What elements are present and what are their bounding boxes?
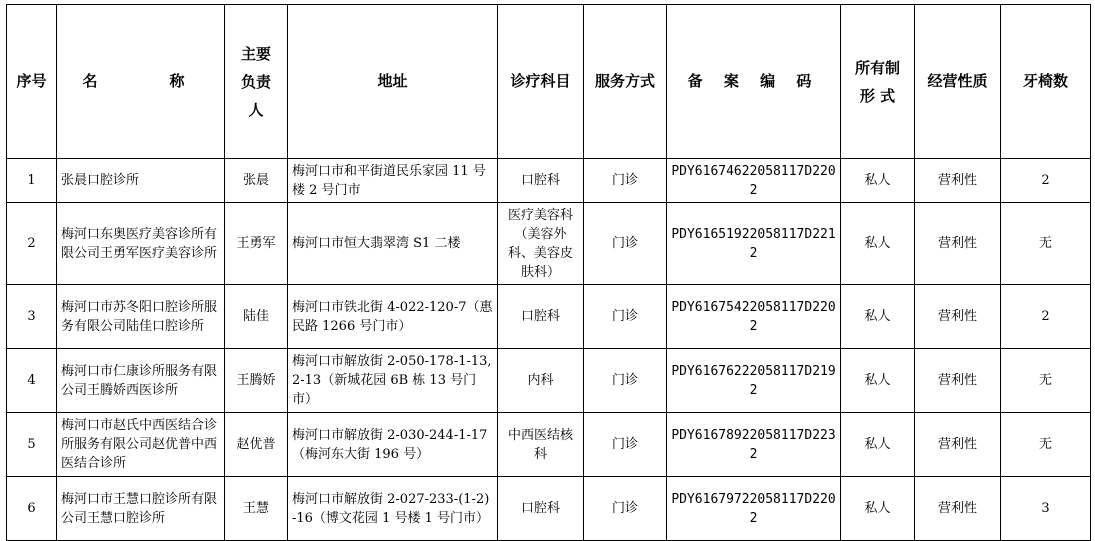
cell-service: 门诊 [584, 349, 667, 413]
cell-owner: 私人 [841, 349, 915, 413]
cell-head: 张晨 [225, 159, 288, 203]
cell-service: 门诊 [584, 203, 667, 285]
table-row [7, 203, 1091, 285]
cell-nature: 营利性 [915, 413, 1001, 477]
cell-code: PDY61651922058117D2212 [667, 203, 841, 285]
cell-owner: 私人 [841, 159, 915, 203]
cell-nature: 营利性 [915, 203, 1001, 285]
header-code [667, 5, 841, 159]
cell-address: 梅河口市解放街 2-050-178-1-13,2-13（新城花园 6B 栋 13 号门市） [288, 349, 498, 413]
cell-department: 内科 [498, 349, 584, 413]
header-head-line3: 人 [248, 100, 264, 119]
cell-service: 门诊 [584, 413, 667, 477]
header-chairs: 牙椅数 [1001, 5, 1091, 159]
cell-chairs: 无 [1001, 203, 1091, 285]
cell-service: 门诊 [584, 477, 667, 541]
header-seq: 序号 [7, 5, 57, 159]
cell-seq: 3 [7, 285, 57, 349]
cell-nature: 营利性 [915, 285, 1001, 349]
cell-chairs: 3 [1001, 477, 1091, 541]
cell-code: PDY61675422058117D2202 [667, 285, 841, 349]
cell-department: 口腔科 [498, 159, 584, 203]
header-service: 服务方式 [584, 5, 667, 159]
cell-department: 医疗美容科（美容外科、美容皮肤科） [498, 203, 584, 285]
cell-code: PDY61676222058117D2192 [667, 349, 841, 413]
header-department: 诊疗科目 [498, 5, 584, 159]
cell-head: 王勇军 [225, 203, 288, 285]
cell-owner: 私人 [841, 285, 915, 349]
cell-nature: 营利性 [915, 159, 1001, 203]
cell-code: PDY61678922058117D2232 [667, 413, 841, 477]
table-row [7, 159, 1091, 203]
cell-address: 梅河口市解放街 2-030-244-1-17（梅河东大街 196 号） [288, 413, 498, 477]
table-header-row [7, 5, 1091, 159]
cell-chairs: 无 [1001, 413, 1091, 477]
cell-owner: 私人 [841, 203, 915, 285]
table-row [7, 349, 1091, 413]
cell-seq: 5 [7, 413, 57, 477]
cell-seq: 6 [7, 477, 57, 541]
table-row [7, 285, 1091, 349]
cell-service: 门诊 [584, 285, 667, 349]
cell-name: 张晨口腔诊所 [57, 159, 225, 203]
table-row [7, 413, 1091, 477]
cell-service: 门诊 [584, 159, 667, 203]
table-row [7, 477, 1091, 541]
cell-name: 梅河口市苏冬阳口腔诊所服务有限公司陆佳口腔诊所 [57, 285, 225, 349]
cell-head: 陆佳 [225, 285, 288, 349]
cell-owner: 私人 [841, 413, 915, 477]
cell-nature: 营利性 [915, 349, 1001, 413]
cell-code: PDY61679722058117D2202 [667, 477, 841, 541]
header-name [57, 5, 225, 159]
cell-seq: 2 [7, 203, 57, 285]
cell-seq: 4 [7, 349, 57, 413]
cell-address: 梅河口市恒大翡翠湾 S1 二楼 [288, 203, 498, 285]
header-name-label: 名 称 [82, 72, 199, 90]
cell-head: 王慧 [225, 477, 288, 541]
cell-department: 中西医结核科 [498, 413, 584, 477]
header-code-label: 备 案 编 码 [687, 72, 820, 90]
cell-name: 梅河口市王慧口腔诊所有限公司王慧口腔诊所 [57, 477, 225, 541]
header-owner-line2: 形 式 [859, 86, 896, 105]
cell-name: 梅河口市仁康诊所服务有限公司王腾娇西医诊所 [57, 349, 225, 413]
header-owner [841, 5, 915, 159]
header-head [225, 5, 288, 159]
cell-head: 赵优普 [225, 413, 288, 477]
cell-chairs: 无 [1001, 349, 1091, 413]
clinic-registry-table [6, 4, 1091, 541]
cell-address: 梅河口市和平街道民乐家园 11 号楼 2 号门市 [288, 159, 498, 203]
cell-chairs: 2 [1001, 285, 1091, 349]
cell-seq: 1 [7, 159, 57, 203]
header-head-line1: 主要 [240, 44, 271, 63]
cell-owner: 私人 [841, 477, 915, 541]
cell-department: 口腔科 [498, 285, 584, 349]
cell-nature: 营利性 [915, 477, 1001, 541]
cell-department: 口腔科 [498, 477, 584, 541]
cell-address: 梅河口市解放街 2-027-233-(1-2)-16（博文花园 1 号楼 1 号门市） [288, 477, 498, 541]
cell-head: 王腾娇 [225, 349, 288, 413]
cell-name: 梅河口东奥医疗美容诊所有限公司王勇军医疗美容诊所 [57, 203, 225, 285]
cell-address: 梅河口市铁北街 4-022-120-7（惠民路 1266 号门市） [288, 285, 498, 349]
cell-code: PDY61674622058117D2202 [667, 159, 841, 203]
header-nature: 经营性质 [915, 5, 1001, 159]
cell-chairs: 2 [1001, 159, 1091, 203]
header-owner-line1: 所有制 [854, 58, 900, 77]
header-address: 地址 [288, 5, 498, 159]
cell-name: 梅河口市赵氏中西医结合诊所服务有限公司赵优普中西医结合诊所 [57, 413, 225, 477]
header-head-line2: 负责 [240, 72, 271, 91]
